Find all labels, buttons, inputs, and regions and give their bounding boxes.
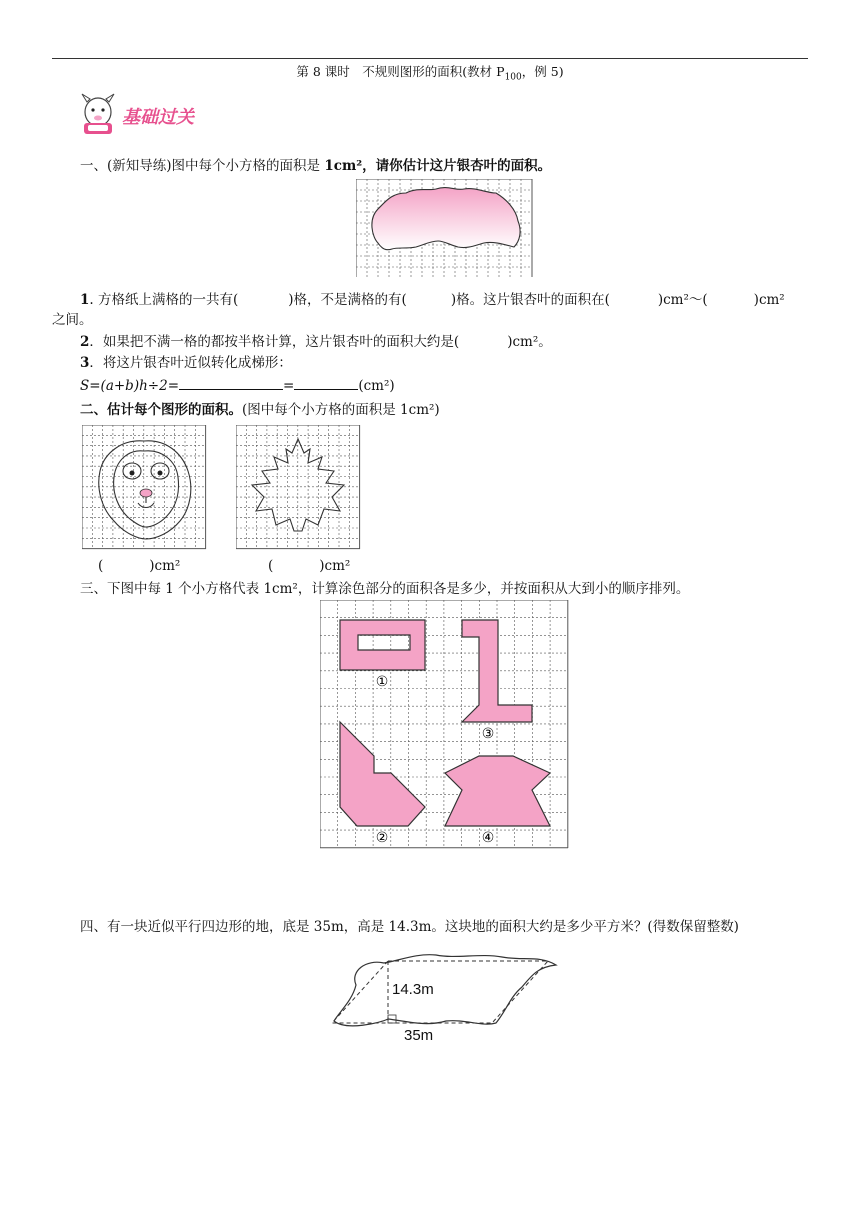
header-page-sub: 100 — [504, 72, 522, 83]
height-label: 14.3m — [392, 981, 434, 998]
q2-title-bold: 二、估计每个图形的面积。 — [80, 402, 242, 418]
q1-formula-unit: (cm²) — [358, 378, 395, 394]
q4-title: 四、有一块近似平行四边形的地，底是 35m，高是 14.3m。这块地的面积大约是多少平方米？(得数保留整数) — [80, 919, 739, 935]
q1-formula-eq: = — [283, 378, 295, 394]
maple-leaf-grid — [236, 425, 362, 551]
land-irregular-outline — [334, 955, 556, 1026]
header-rule — [52, 58, 808, 59]
lion-eye-left — [130, 471, 135, 476]
q1-item1-d: )cm²～( — [657, 292, 708, 308]
q1-item2-end: )cm²。 — [507, 334, 552, 350]
q1-item1-a: . 方格纸上满格的一共有( — [89, 292, 239, 308]
q1-item1-e: )cm² — [753, 292, 785, 308]
q2-title-note: (图中每个小方格的面积是 1cm²) — [242, 402, 440, 418]
shape-label-1: ① — [375, 674, 389, 690]
lion-grid-lines — [82, 425, 206, 549]
q1-item1-b: )格，不是满格的有( — [288, 292, 407, 308]
header-text-end: ，例 5) — [521, 64, 564, 79]
q1-formula — [80, 375, 395, 396]
shaded-shapes-grid — [320, 600, 570, 850]
shape-label-2: ② — [375, 830, 389, 846]
q1-formula-pre: S=(a+b)h÷2= — [80, 378, 180, 394]
q1-title-pre: 一、(新知导练)图中每个小方格的面积是 — [80, 158, 325, 174]
q1-title-unit: 1cm² — [324, 158, 363, 174]
answer-blank-formula-substitute[interactable] — [179, 375, 283, 390]
shape-4-poly — [445, 756, 550, 826]
shape-label-3: ③ — [481, 726, 495, 742]
q1-item1-tail: 之间。 — [52, 312, 93, 328]
parallelogram-dashed — [332, 961, 548, 1023]
section-badge-text: 基础过关 — [122, 107, 194, 128]
q1-item2-num: 2 — [80, 334, 90, 350]
q1-item2 — [80, 332, 552, 352]
q2-answer-2 — [268, 556, 350, 576]
ginkgo-leaf-shape — [372, 188, 520, 250]
q1-item1-c: )格。这片银杏叶的面积在( — [450, 292, 610, 308]
q1-item2-text: ．如果把不满一格的都按半格计算，这片银杏叶的面积大约是( — [89, 334, 460, 350]
page-header — [0, 62, 860, 83]
q1-item1 — [80, 290, 785, 310]
q2-ans1-open: ( — [98, 558, 104, 574]
ginkgo-leaf-grid — [356, 179, 534, 279]
answer-blank-formula-result[interactable] — [294, 375, 358, 390]
q1-item3 — [80, 353, 292, 373]
q1-item3-num: 3 — [80, 355, 90, 371]
shape-2-poly — [340, 722, 425, 826]
q2-ans2-open: ( — [268, 558, 274, 574]
shape-1-frame — [340, 620, 425, 670]
q3-title: 三、下图中每 1 个小方格代表 1cm²，计算涂色部分的面积各是多少，并按面积从大到小的顺序排列。 — [80, 581, 690, 597]
q2-title — [80, 400, 440, 420]
q2-answer-1 — [98, 556, 180, 576]
shape-label-4: ④ — [481, 830, 495, 846]
q2-ans1-close: )cm² — [149, 558, 181, 574]
q1-title-post: ，请你估计这片银杏叶的面积。 — [362, 158, 552, 174]
lion-face-grid — [82, 425, 208, 551]
q1-item1-num: 1 — [80, 292, 90, 308]
land-parallelogram-figure — [326, 945, 566, 1045]
header-text: 第 8 课时 不规则图形的面积(教材 P — [296, 64, 505, 79]
q1-title — [80, 156, 551, 176]
q2-ans2-close: )cm² — [319, 558, 351, 574]
lion-nose — [140, 489, 152, 497]
lion-eye-right — [158, 471, 163, 476]
goat-mascot-icon — [82, 94, 114, 134]
base-label: 35m — [404, 1027, 434, 1044]
shaded-shapes — [340, 620, 550, 826]
q1-item3-text: ．将这片银杏叶近似转化成梯形： — [89, 355, 292, 371]
section-badge — [78, 90, 218, 138]
